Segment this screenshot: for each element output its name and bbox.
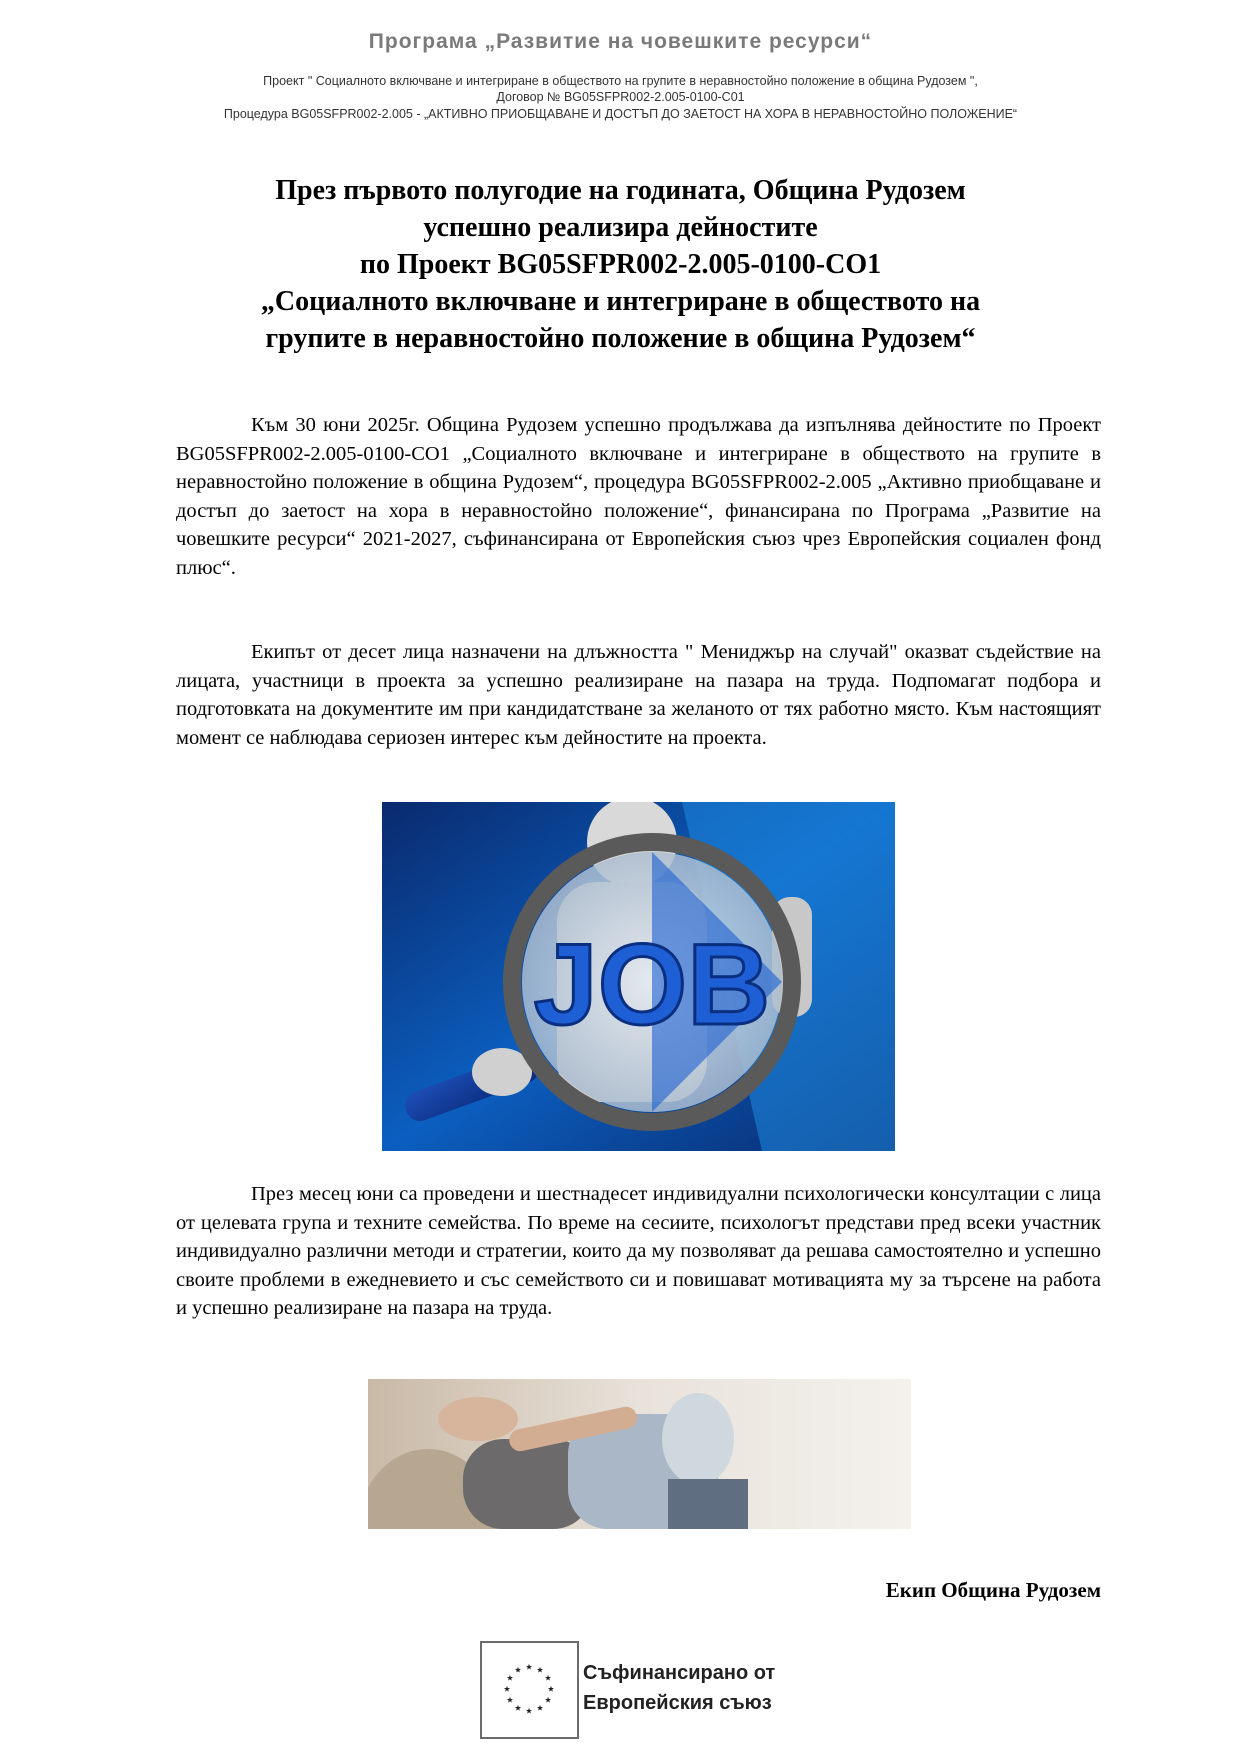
eu-star-icon <box>507 1697 513 1703</box>
counseling-photo <box>368 1379 911 1529</box>
eu-star-icon <box>515 1667 521 1673</box>
program-title: Програма „Развитие на човешките ресурси“ <box>368 30 873 53</box>
eu-line-2: Европейския съюз <box>583 1692 772 1714</box>
eu-star-icon <box>504 1686 510 1692</box>
document-title <box>140 172 1101 357</box>
title-line-5: групите в неравностойно положение в община Рудозем“ <box>265 323 976 354</box>
project-line: Проект " Социалното включване и интегриране в обществото на групите в неравностойно положение в община Рудозем ", <box>263 74 978 88</box>
title-line-3: по Проект BG05SFPR002-2.005-0100-CO1 <box>359 249 882 280</box>
paragraph-3: През месец юни са проведени и шестнадесет индивидуални психологически консултации с лица от целевата група и техните семейства. По време на сесиите, психологът представи пред всеки участник индивидуално различни методи и стратегии, които да му позволяват да решава самостоятелно и успешно своите проблеми в ежедневието и със семейството си и повишават мотивацията му за търсене на работа и успешно реализиране на пазара на труда. <box>176 1183 1101 1320</box>
eu-flag-icon <box>480 1641 579 1739</box>
title-line-2: успешно реализира дейностите <box>423 212 818 243</box>
contract-line: Договор № BG05SFPR002-2.005-0100-C01 <box>496 90 745 104</box>
eu-star-icon <box>507 1675 513 1681</box>
job-search-image <box>382 802 895 1151</box>
eu-star-icon <box>537 1667 543 1673</box>
eu-star-icon <box>515 1705 521 1711</box>
title-line-4: „Социалното включване и интегриране в обществото на <box>260 286 981 317</box>
eu-star-icon <box>548 1686 554 1692</box>
eu-star-icon <box>526 1708 532 1714</box>
job-text: JOB <box>533 921 771 1049</box>
eu-cofunded-logo <box>480 1641 798 1743</box>
eu-cofunded-text <box>583 1658 775 1718</box>
signature: Екип Община Рудозем <box>885 1578 1101 1602</box>
title-line-1: През първото полугодие на годината, Община Рудозем <box>275 175 966 206</box>
eu-star-icon <box>545 1675 551 1681</box>
eu-star-icon <box>545 1697 551 1703</box>
eu-star-icon <box>537 1705 543 1711</box>
paragraph-2: Екипът от десет лица назначени на длъжността " Мениджър на случай" оказват съдействие на лицата, участници в проекта за успешно реализиране на пазара на труда. Подпомагат подбора и подготовката на документите им при кандидатстване за желаното от тях работно място. Към настоящият момент се наблюдава сериозен интерес към дейностите на проекта. <box>176 641 1101 749</box>
procedure-line: Процедура BG05SFPR002-2.005 - „АКТИВНО ПРИОБЩАВАНЕ И ДОСТЪП ДО ЗАЕТОСТ НА ХОРА В НЕРАВНОСТОЙНО ПОЛОЖЕНИЕ“ <box>223 107 1018 121</box>
eu-star-icon <box>526 1664 532 1670</box>
paragraph-1: Към 30 юни 2025г. Община Рудозем успешно продължава да изпълнява дейностите по Проект BG05SFPR002-2.005-0100-CO1 „Социалното включване и интегриране в обществото на групите в неравностойно положение в община Рудозем“, процедура BG05SFPR002-2.005 „Активно приобщаване и достъп до заетост на хора в неравностойно положение“, финансирана по Програма „Развитие на човешките ресурси“ 2021-2027, съфинансирана от Европейския съюз чрез Европейския социален фонд плюс“. <box>176 414 1101 579</box>
eu-line-1: Съфинансирано от <box>583 1662 776 1684</box>
